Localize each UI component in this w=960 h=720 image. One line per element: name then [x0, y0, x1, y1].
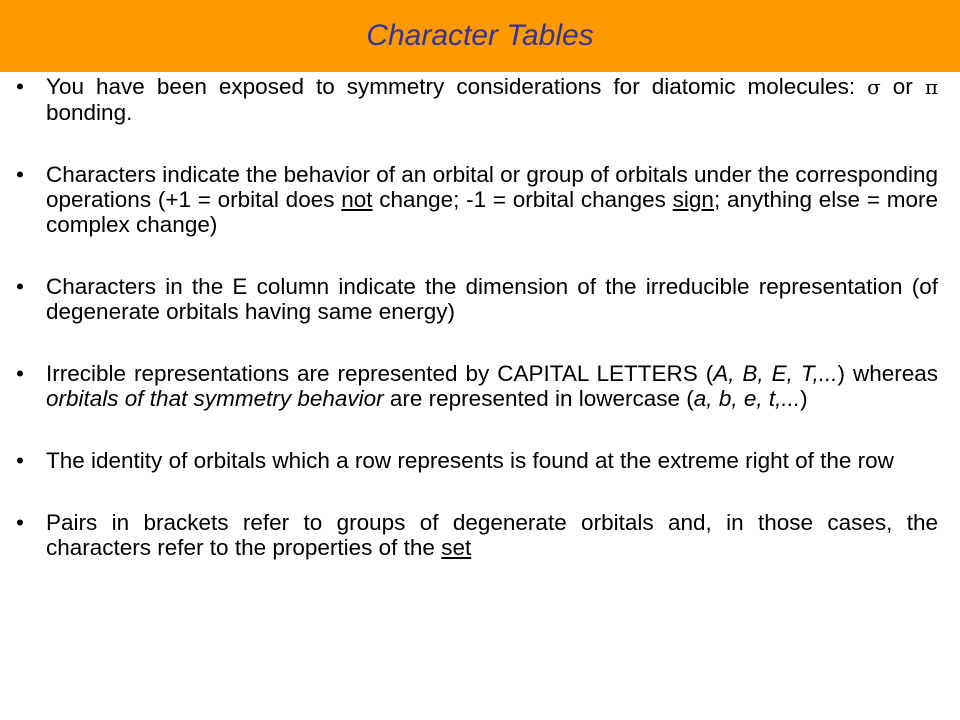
bullet-item-irreducible-notation [10, 361, 938, 411]
bullet-text: Characters in the E column indicate the dimension of the irreducible representation (of degenerate orbitals having same energy) [46, 274, 938, 324]
bullet-text: You have been exposed to symmetry considerations for diatomic molecules: [46, 74, 868, 99]
bullet-text: or [880, 74, 925, 99]
bullet-item-characters-behavior [10, 162, 938, 237]
bullet-marker: • [16, 162, 24, 187]
bullet-text: change; -1 = orbital changes [372, 187, 673, 212]
bullet-marker: • [16, 74, 24, 99]
slide-title: Character Tables [366, 19, 594, 52]
underlined-set: set [441, 535, 472, 560]
bullet-text: Characters indicate the behavior of an orbital or group of orbitals under the corresponding operations (+1 = orbital does [46, 162, 938, 212]
bullet-item-row-identity [10, 448, 938, 473]
bullet-text: Pairs in brackets refer to groups of degenerate orbitals and, in those cases, the characters refer to the properties of the [46, 510, 938, 560]
sigma-symbol: σ [867, 75, 881, 99]
underlined-not: not [341, 187, 373, 212]
bullet-text: Irrecible representations are represented by CAPITAL LETTERS ( [46, 361, 714, 386]
bullet-text: bonding. [46, 100, 133, 125]
pi-symbol: π [924, 75, 938, 99]
bullet-item-e-column [10, 274, 938, 324]
bullet-text: ) [800, 386, 808, 411]
underlined-sign: sign [672, 187, 714, 212]
bullet-marker: • [16, 274, 24, 299]
bullet-item-diatomic-symmetry [10, 74, 938, 125]
bullet-marker: • [16, 448, 24, 473]
italic-capital-letters: A, B, E, T,... [713, 361, 838, 386]
italic-orbitals-phrase: orbitals of that symmetry behavior [46, 386, 384, 411]
bullet-marker: • [16, 361, 24, 386]
bullet-list [10, 74, 938, 560]
bullet-marker: • [16, 510, 24, 535]
bullet-text: ; anything else = more complex change) [46, 187, 938, 237]
bullet-text: The identity of orbitals which a row represents is found at the extreme right of the row [46, 448, 894, 473]
bullet-item-bracket-pairs [10, 510, 938, 560]
bullet-text: are represented in lowercase ( [383, 386, 694, 411]
bullet-text: ) whereas [837, 361, 939, 386]
italic-lowercase-letters: a, b, e, t,... [693, 386, 801, 411]
